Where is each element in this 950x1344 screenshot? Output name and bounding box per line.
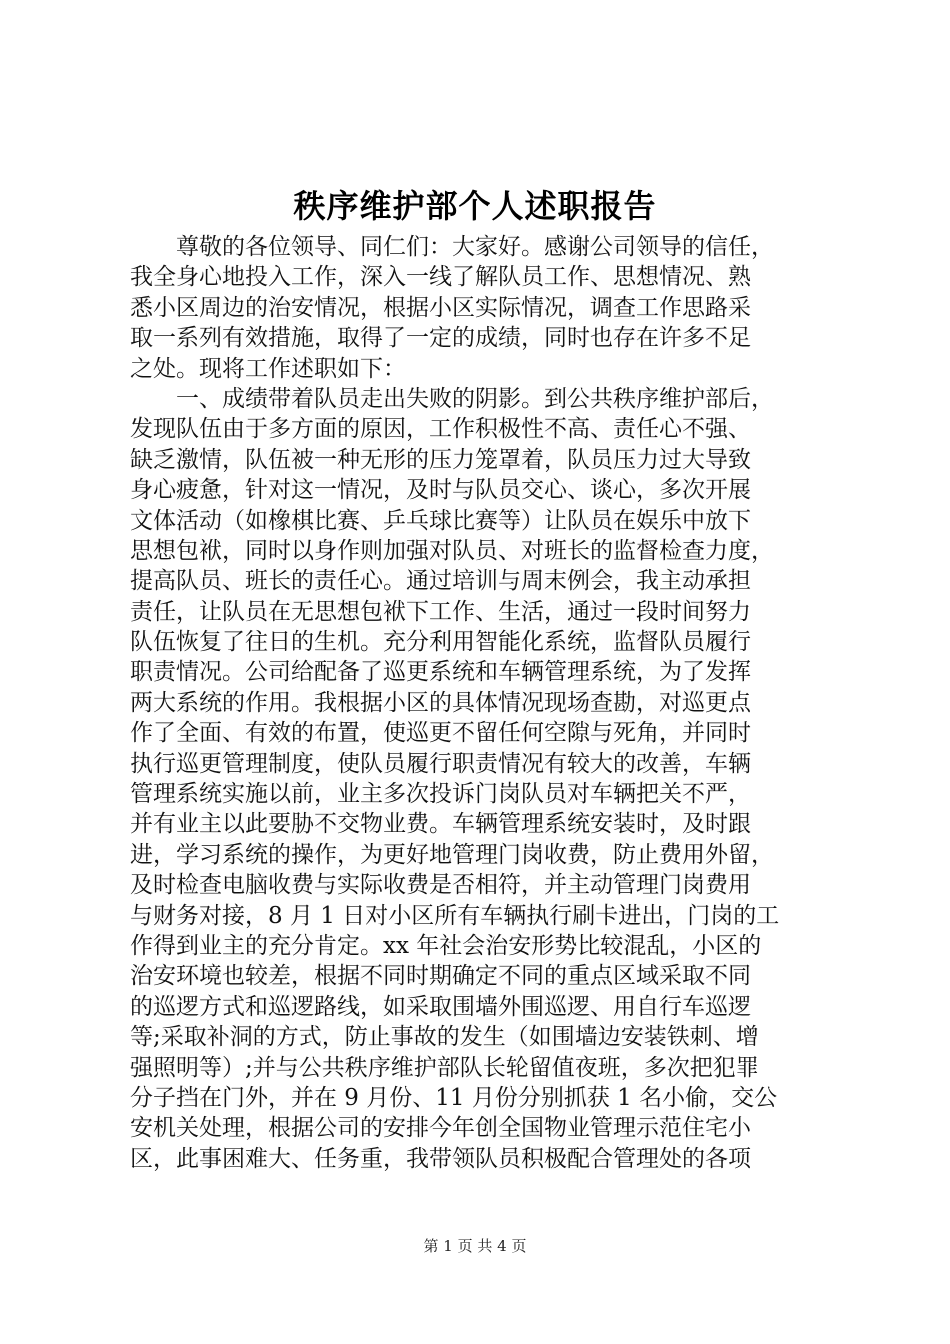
body-text-line: 尊敬的各位领导、同仁们：大家好。感谢公司领导的信任， <box>130 234 774 260</box>
body-text-line: 作了全面、有效的布置，使巡更不留任何空隙与死角，并同时 <box>130 720 751 747</box>
body-text-line: 缺乏激情，队伍被一种无形的压力笼罩着，队员压力过大导致 <box>130 446 751 473</box>
page-footer: 第 1 页 共 4 页 <box>423 1237 527 1255</box>
body-text-line: 身心疲惫，针对这一情况，及时与队员交心、谈心，多次开展 <box>130 477 751 504</box>
body-text-line: 我全身心地投入工作，深入一线了解队员工作、思想情况、熟 <box>130 264 751 291</box>
body-text-line: 进，学习系统的操作，为更好地管理门岗收费，防止费用外留， <box>130 841 774 868</box>
body-text-line: 与财务对接，8 月 1 日对小区所有车辆执行刷卡进出，门岗的工 <box>130 902 780 929</box>
document-title: 秩序维护部个人述职报告 <box>293 187 657 225</box>
body-text-line: 取一系列有效措施，取得了一定的成绩，同时也存在许多不足 <box>130 325 751 352</box>
body-text-line: 悉小区周边的治安情况，根据小区实际情况，调查工作思路采 <box>130 294 751 321</box>
body-text-line: 之处。现将工作述职如下： <box>130 355 406 382</box>
body-text-line: 的巡逻方式和巡逻路线，如采取围墙外围巡逻、用自行车巡逻 <box>130 993 751 1020</box>
body-text-line: 思想包袱，同时以身作则加强对队员、对班长的监督检查力度， <box>130 537 774 564</box>
body-text-line: 并有业主以此要胁不交物业费。车辆管理系统安装时，及时跟 <box>130 811 751 838</box>
body-text-line: 发现队伍由于多方面的原因，工作积极性不高、责任心不强、 <box>130 416 751 443</box>
document-body <box>130 232 830 1174</box>
body-text-line: 区，此事困难大、任务重，我带领队员积极配合管理处的各项 <box>130 1145 751 1172</box>
body-text-line: 作得到业主的充分肯定。xx 年社会治安形势比较混乱，小区的 <box>130 932 762 959</box>
body-text-line: 等;采取补洞的方式，防止事故的发生（如围墙边安装铁刺、增 <box>130 1024 759 1051</box>
body-text-line: 管理系统实施以前，业主多次投诉门岗队员对车辆把关不严， <box>130 781 751 808</box>
body-text-line: 及时检查电脑收费与实际收费是否相符，并主动管理门岗费用 <box>130 872 751 899</box>
body-text-line: 一、成绩带着队员走出失败的阴影。到公共秩序维护部后， <box>130 385 774 412</box>
body-text-line: 文体活动（如橡棋比赛、乒乓球比赛等）让队员在娱乐中放下 <box>130 507 751 534</box>
body-text-line: 执行巡更管理制度，使队员履行职责情况有较大的改善，车辆 <box>130 750 751 777</box>
body-text-line: 强照明等）;并与公共秩序维护部队长轮留值夜班，多次把犯罪 <box>130 1054 759 1081</box>
body-text-line: 治安环境也较差，根据不同时期确定不同的重点区域采取不同 <box>130 963 751 990</box>
body-text-line: 职责情况。公司给配备了巡更系统和车辆管理系统，为了发挥 <box>130 659 751 686</box>
body-text-line: 分子挡在门外，并在 9 月份、11 月份分别抓获 1 名小偷，交公 <box>130 1084 778 1111</box>
body-text-line: 安机关处理，根据公司的安排今年创全国物业管理示范住宅小 <box>130 1115 751 1142</box>
body-text-line: 队伍恢复了往日的生机。充分利用智能化系统，监督队员履行 <box>130 629 751 656</box>
body-text-line: 提高队员、班长的责任心。通过培训与周末例会，我主动承担 <box>130 568 751 595</box>
body-text-line: 责任，让队员在无思想包袱下工作、生活，通过一段时间努力 <box>130 598 751 625</box>
body-text-line: 两大系统的作用。我根据小区的具体情况现场查勘，对巡更点 <box>130 689 751 716</box>
